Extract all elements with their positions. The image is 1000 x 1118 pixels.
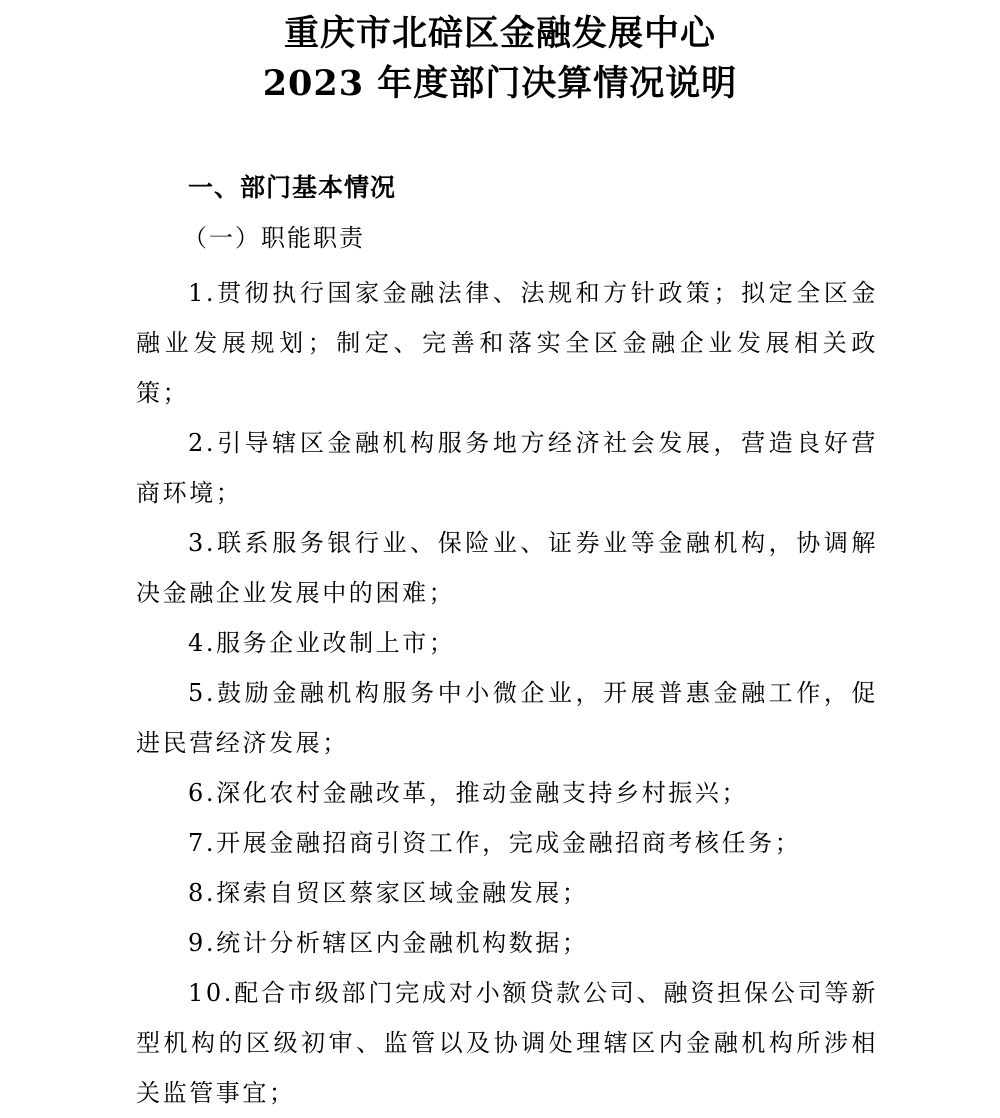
- document-title-line-1: 重庆市北碚区金融发展中心: [283, 13, 716, 54]
- duty-item-10: 10.配合市级部门完成对小额贷款公司、融资担保公司等新型机构的区级初审、监管以及协调处理辖区内金融机构所涉相关监管事宜；: [136, 979, 878, 1107]
- duty-item-1: 1.贯彻执行国家金融法律、法规和方针政策；拟定全区金融业发展规划；制定、完善和落实全区金融企业发展相关政策；: [136, 279, 878, 407]
- duty-item-3: 3.联系服务银行业、保险业、证券业等金融机构，协调解决金融企业发展中的困难；: [136, 529, 878, 607]
- document-title-line-2: 2023 年度部门决算情况说明: [262, 63, 738, 104]
- duty-item-8: 8.探索自贸区蔡家区域金融发展；: [188, 879, 589, 907]
- duty-item-5: 5.鼓励金融机构服务中小微企业，开展普惠金融工作，促进民营经济发展；: [136, 679, 878, 757]
- duty-item-9: 9.统计分析辖区内金融机构数据；: [188, 929, 589, 957]
- subsection-heading: （一）职能职责: [183, 224, 365, 252]
- duty-item-2: 2.引导辖区金融机构服务地方经济社会发展，营造良好营商环境；: [136, 429, 878, 507]
- duty-item-7: 7.开展金融招商引资工作，完成金融招商考核任务；: [188, 829, 802, 857]
- duty-item-6: 6.深化农村金融改革，推动金融支持乡村振兴；: [188, 779, 749, 807]
- duty-list: [136, 268, 878, 1118]
- duty-item-4: 4.服务企业改制上市；: [188, 629, 456, 657]
- section-heading: 一、部门基本情况: [188, 173, 397, 202]
